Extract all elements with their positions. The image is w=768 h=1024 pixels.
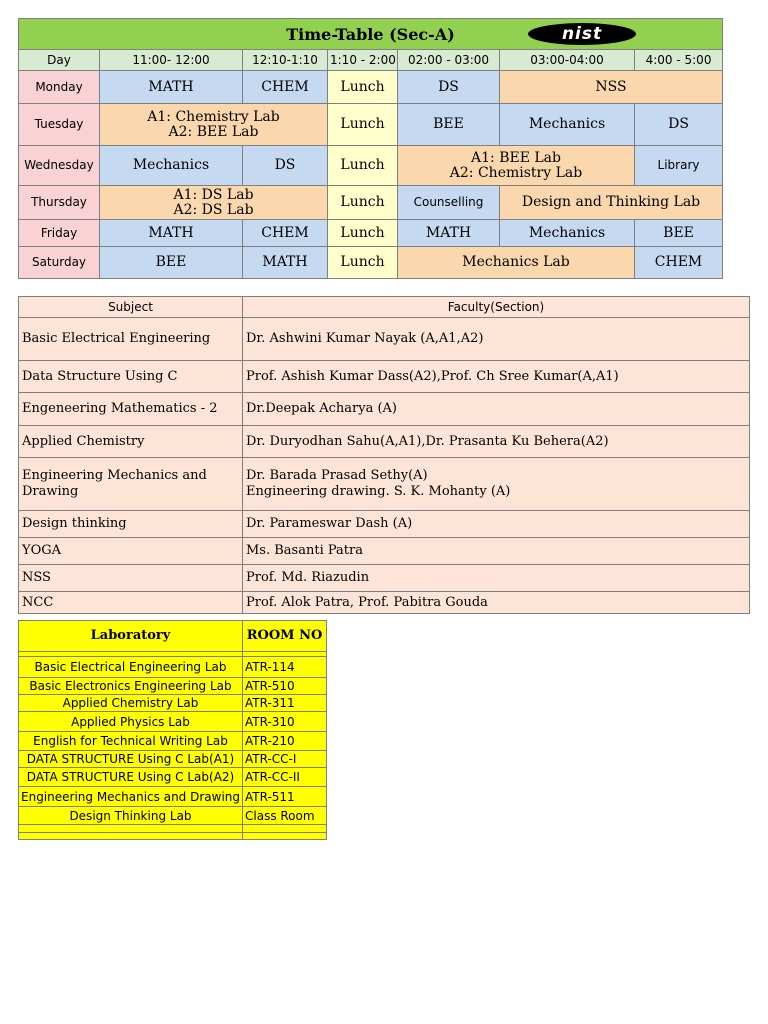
wednesday-lab-a1: A1: BEE Lab [471, 149, 561, 166]
friday-slot-1: MATH [100, 220, 243, 247]
monday-slot-1: MATH [100, 71, 243, 104]
faculty-header-row [19, 297, 750, 318]
lab-room: ATR-510 [243, 678, 327, 695]
wednesday-lab-block [398, 146, 635, 186]
saturday-slot-2: MATH [243, 247, 328, 279]
lab-name: Applied Chemistry Lab [19, 695, 243, 712]
lab-header-row [19, 621, 327, 652]
lab-name: DATA STRUCTURE Using C Lab(A2) [19, 768, 243, 787]
tuesday-lab-a1: A1: Chemistry Lab [147, 108, 280, 125]
timetable-title: Time-Table (Sec-A) [286, 24, 455, 44]
friday-slot-2: CHEM [243, 220, 328, 247]
table-row [19, 458, 750, 511]
lab-name: Basic Electrical Engineering Lab [19, 657, 243, 678]
header-slot-1: 11:00- 12:00 [100, 50, 243, 71]
row-monday [19, 71, 723, 104]
day-saturday: Saturday [19, 247, 100, 279]
lab-room: ATR-CC-I [243, 751, 327, 768]
row-saturday [19, 247, 723, 279]
table-row [19, 695, 327, 712]
subject-cell: Applied Chemistry [19, 426, 243, 458]
table-row [19, 732, 327, 751]
day-monday: Monday [19, 71, 100, 104]
lab-room: ATR-114 [243, 657, 327, 678]
faculty-header-subject: Subject [19, 297, 243, 318]
lab-name: English for Technical Writing Lab [19, 732, 243, 751]
row-friday [19, 220, 723, 247]
wednesday-slot-2: DS [243, 146, 328, 186]
thursday-lab-a1: A1: DS Lab [173, 186, 254, 203]
table-row [19, 318, 750, 361]
saturday-slot-1: BEE [100, 247, 243, 279]
day-friday: Friday [19, 220, 100, 247]
faculty-cell: Dr. Parameswar Dash (A) [243, 511, 750, 538]
lab-room: ATR-511 [243, 787, 327, 807]
faculty-cell: Prof. Ashish Kumar Dass(A2),Prof. Ch Sree Kumar(A,A1) [243, 361, 750, 393]
tuesday-lab-block [100, 104, 328, 146]
friday-slot-4: MATH [398, 220, 500, 247]
saturday-lunch: Lunch [328, 247, 398, 279]
header-slot-6: 4:00 - 5:00 [635, 50, 723, 71]
saturday-slot-6: CHEM [635, 247, 723, 279]
subject-cell: YOGA [19, 538, 243, 565]
table-row [19, 592, 750, 614]
table-row [19, 751, 327, 768]
lab-header-room: ROOM NO [243, 621, 327, 652]
wednesday-slot-1: Mechanics [100, 146, 243, 186]
friday-slot-5: Mechanics [500, 220, 635, 247]
header-slot-3: 1:10 - 2:00 [328, 50, 398, 71]
thursday-lab-block [100, 186, 328, 220]
subject-cell: NSS [19, 565, 243, 592]
table-row [19, 511, 750, 538]
faculty-table [18, 296, 750, 614]
row-thursday [19, 186, 723, 220]
table-row [19, 712, 327, 732]
subject-cell: Engineering Mechanics and Drawing [19, 458, 243, 511]
table-row [19, 426, 750, 458]
subject-cell: Design thinking [19, 511, 243, 538]
table-row [19, 787, 327, 807]
faculty-cell: Ms. Basanti Patra [243, 538, 750, 565]
subject-cell: NCC [19, 592, 243, 614]
header-day: Day [19, 50, 100, 71]
nist-logo: nist [528, 23, 636, 45]
timetable [18, 18, 723, 279]
thursday-slot-4: Counselling [398, 186, 500, 220]
row-wednesday [19, 146, 723, 186]
lab-room: ATR-311 [243, 695, 327, 712]
faculty-line: Engineering drawing. S. K. Mohanty (A) [246, 484, 511, 499]
friday-slot-6: BEE [635, 220, 723, 247]
thursday-lab-a2: A2: DS Lab [173, 201, 254, 218]
monday-slot-4: DS [398, 71, 500, 104]
saturday-slot-4: Mechanics Lab [398, 247, 635, 279]
faculty-header-faculty: Faculty(Section) [243, 297, 750, 318]
faculty-cell [243, 458, 750, 511]
friday-lunch: Lunch [328, 220, 398, 247]
tuesday-lab-a2: A2: BEE Lab [168, 123, 259, 140]
table-row-empty [19, 833, 327, 840]
faculty-cell: Dr. Duryodhan Sahu(A,A1),Dr. Prasanta Ku Behera(A2) [243, 426, 750, 458]
day-wednesday: Wednesday [19, 146, 100, 186]
header-slot-4: 02:00 - 03:00 [398, 50, 500, 71]
lab-name: Engineering Mechanics and Drawing [19, 787, 243, 807]
monday-lunch: Lunch [328, 71, 398, 104]
subject-cell: Basic Electrical Engineering [19, 318, 243, 361]
tuesday-slot-5: Mechanics [500, 104, 635, 146]
monday-slot-2: CHEM [243, 71, 328, 104]
table-row [19, 678, 327, 695]
row-tuesday [19, 104, 723, 146]
header-slot-5: 03:00-04:00 [500, 50, 635, 71]
thursday-slot-5: Design and Thinking Lab [500, 186, 723, 220]
table-row [19, 807, 327, 825]
lab-name: DATA STRUCTURE Using C Lab(A1) [19, 751, 243, 768]
subject-cell: Engeneering Mathematics - 2 [19, 393, 243, 426]
lab-room: ATR-310 [243, 712, 327, 732]
tuesday-slot-6: DS [635, 104, 723, 146]
timetable-title-cell [19, 19, 723, 50]
table-row [19, 538, 750, 565]
table-row [19, 657, 327, 678]
table-row [19, 565, 750, 592]
table-row-empty [19, 825, 327, 833]
lab-room: ATR-CC-II [243, 768, 327, 787]
lab-header-laboratory: Laboratory [19, 621, 243, 652]
faculty-line: Dr. Barada Prasad Sethy(A) [246, 468, 428, 483]
lab-table [18, 620, 327, 840]
table-row [19, 768, 327, 787]
tuesday-slot-4: BEE [398, 104, 500, 146]
faculty-cell: Dr. Ashwini Kumar Nayak (A,A1,A2) [243, 318, 750, 361]
header-slot-2: 12:10-1:10 [243, 50, 328, 71]
wednesday-lunch: Lunch [328, 146, 398, 186]
timetable-header-row [19, 50, 723, 71]
day-thursday: Thursday [19, 186, 100, 220]
faculty-cell: Dr.Deepak Acharya (A) [243, 393, 750, 426]
wednesday-slot-6: Library [635, 146, 723, 186]
table-row [19, 393, 750, 426]
day-tuesday: Tuesday [19, 104, 100, 146]
table-row [19, 361, 750, 393]
faculty-cell: Prof. Alok Patra, Prof. Pabitra Gouda [243, 592, 750, 614]
lab-name: Design Thinking Lab [19, 807, 243, 825]
tuesday-lunch: Lunch [328, 104, 398, 146]
lab-room: Class Room [243, 807, 327, 825]
lab-name: Applied Physics Lab [19, 712, 243, 732]
subject-cell: Data Structure Using C [19, 361, 243, 393]
faculty-cell: Prof. Md. Riazudin [243, 565, 750, 592]
wednesday-lab-a2: A2: Chemistry Lab [449, 164, 583, 181]
lab-name: Basic Electronics Engineering Lab [19, 678, 243, 695]
thursday-lunch: Lunch [328, 186, 398, 220]
monday-slot-5: NSS [500, 71, 723, 104]
lab-room: ATR-210 [243, 732, 327, 751]
